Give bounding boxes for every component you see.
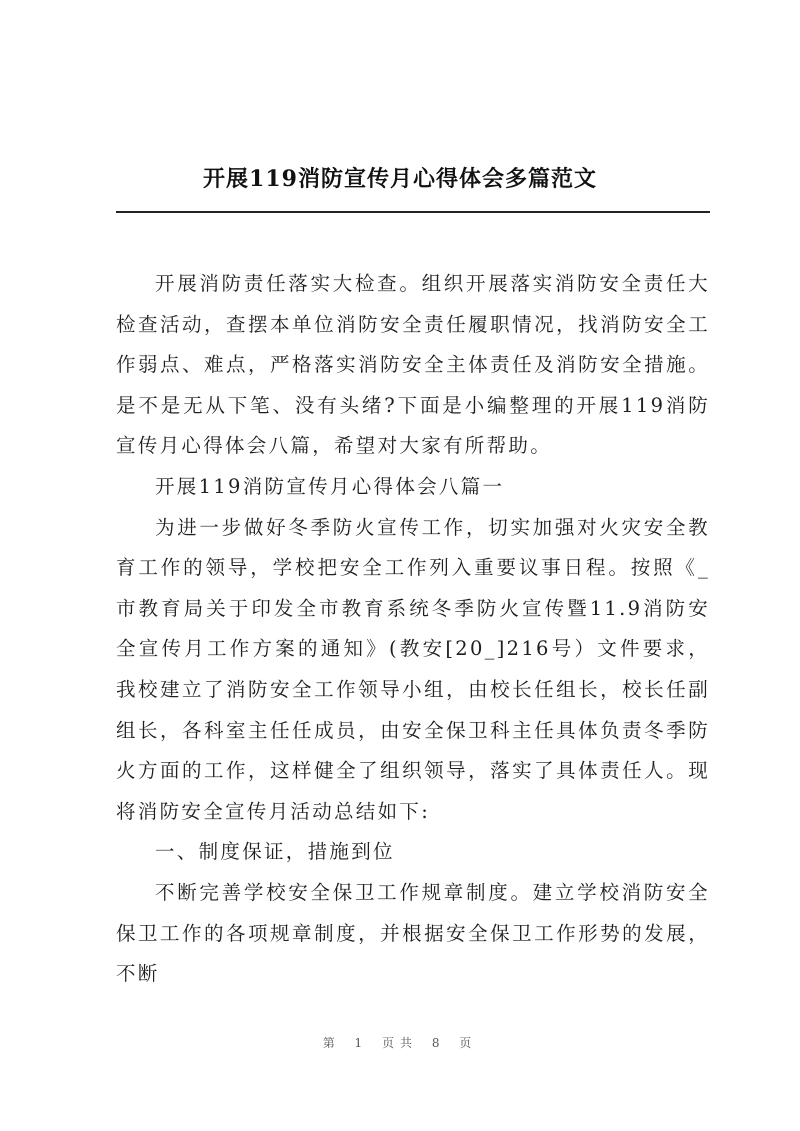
page-footer: 第 1 页共 8 页 [322, 1036, 478, 1050]
paragraph-subheading: 一、制度保证，措施到位 [155, 840, 395, 864]
title-divider [116, 211, 710, 213]
paragraph-body: 为进一步做好冬季防火宣传工作，切实加强对火灾安全教育工作的领导，学校把安全工作列入重要议事日程。按照《_市教育局关于印发全市教育系统冬季防火宣传暨11.9消防安全宣传月工作方案的通知》(教安[20_]216号）文件要求，我校建立了消防安全工作领导小组，由校长任组长，校长任副组长，各科室主任任成员，由安全保卫科主任具体负责冬季防火方面的工作，这样健全了组织领导，落实了具体责任人。现将消防安全宣传月活动总结如下: [116, 515, 710, 823]
page-title: 开展119消防宣传月心得体会多篇范文 [203, 166, 597, 192]
paragraph-body: 不断完善学校安全保卫工作规章制度。建立学校消防安全保卫工作的各项规章制度，并根据安全保卫工作形势的发展，不断 [116, 880, 710, 986]
document-body [116, 264, 710, 995]
paragraph-section-heading: 开展119消防宣传月心得体会八篇一 [155, 474, 505, 498]
paragraph-intro: 开展消防责任落实大检查。组织开展落实消防安全责任大检查活动，查摆本单位消防安全责任履职情况，找消防安全工作弱点、难点，严格落实消防安全主体责任及消防安全措施。是不是无从下笔、没有头绪?下面是小编整理的开展119消防宣传月心得体会八篇，希望对大家有所帮助。 [116, 272, 710, 458]
